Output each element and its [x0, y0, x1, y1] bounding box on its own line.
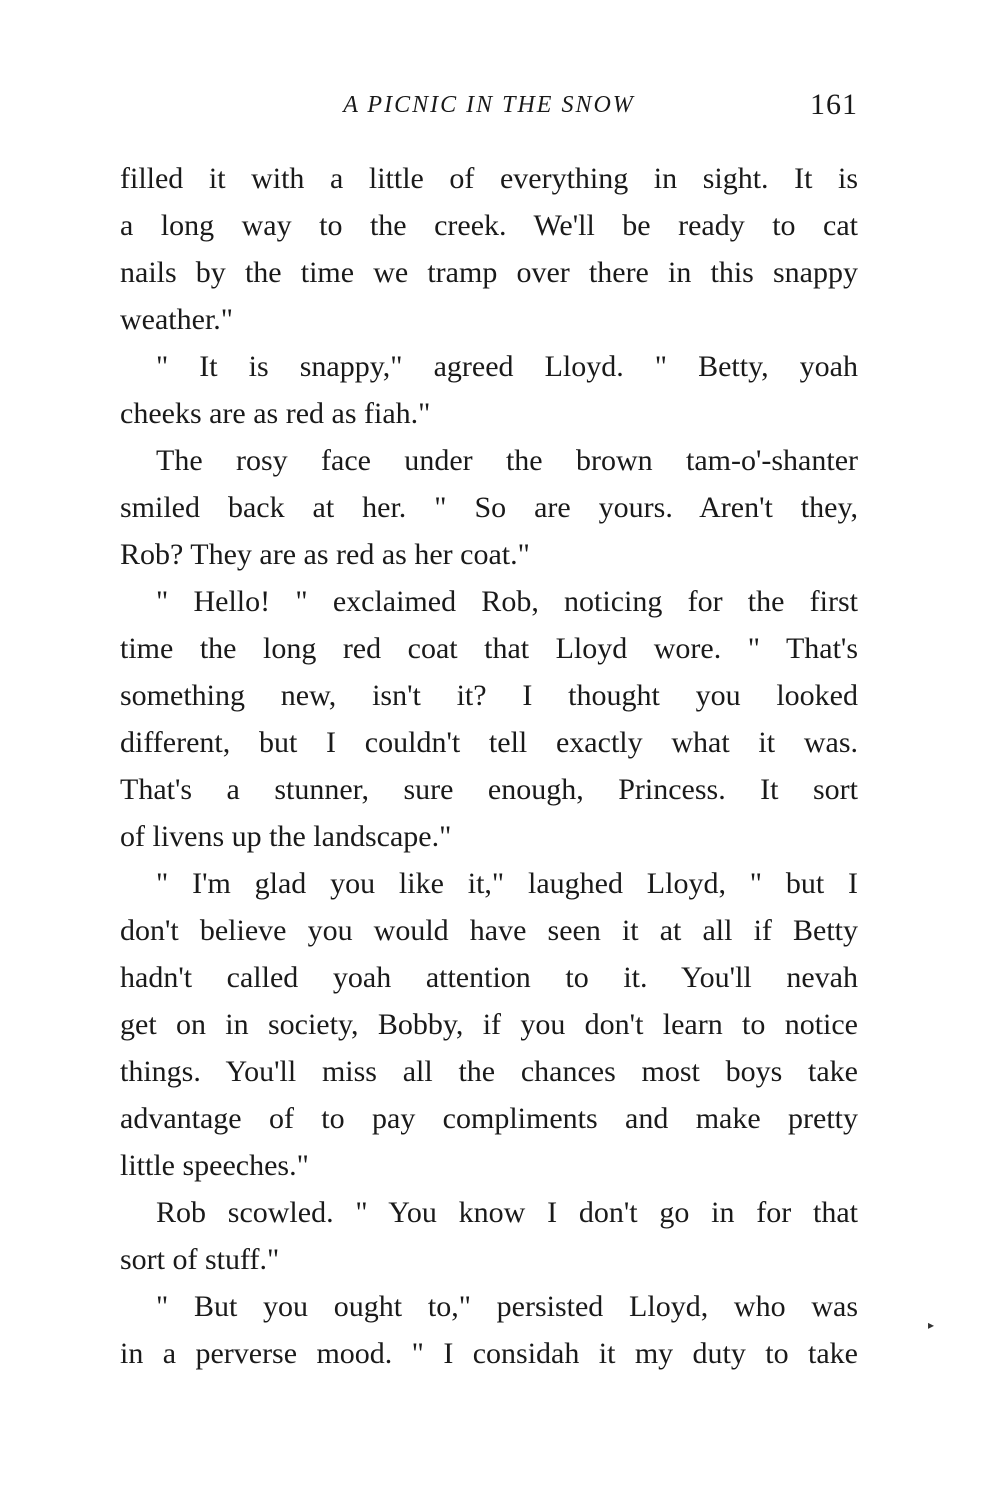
text-line: smiled back at her. " So are yours. Aren't they, — [120, 491, 858, 524]
text-line: of livens up the landscape." — [120, 820, 452, 853]
text-line: weather." — [120, 303, 234, 336]
text-line: " I'm glad you like it," laughed Lloyd, " but I — [156, 867, 858, 900]
page-number: 161 — [810, 88, 858, 121]
text-line: filled it with a little of everything in sight. It is — [120, 162, 858, 195]
text-line: The rosy face under the brown tam-o'-shanter — [156, 444, 858, 477]
text-line: different, but I couldn't tell exactly what it was. — [120, 726, 858, 759]
text-line: a long way to the creek. We'll be ready to cat — [120, 209, 858, 242]
text-line: advantage of to pay compliments and make pretty — [120, 1102, 858, 1135]
text-line: get on in society, Bobby, if you don't learn to notice — [120, 1008, 858, 1041]
body-text — [120, 155, 858, 1377]
running-head — [120, 88, 858, 128]
text-line: Rob? They are as red as her coat." — [120, 538, 530, 571]
text-line: something new, isn't it? I thought you looked — [120, 679, 858, 712]
text-line: things. You'll miss all the chances most boys take — [120, 1055, 858, 1088]
text-line: " Hello! " exclaimed Rob, noticing for the first — [156, 585, 858, 618]
text-line: Rob scowled. " You know I don't go in for that — [156, 1196, 858, 1229]
running-title: A PICNIC IN THE SNOW — [343, 92, 635, 118]
text-line: cheeks are as red as fiah." — [120, 397, 431, 430]
text-line: hadn't called yoah attention to it. You'll nevah — [120, 961, 858, 994]
text-line: That's a stunner, sure enough, Princess. It sort — [120, 773, 858, 806]
text-line: time the long red coat that Lloyd wore. " That's — [120, 632, 858, 665]
text-line: little speeches." — [120, 1149, 309, 1182]
text-line: don't believe you would have seen it at all if Betty — [120, 914, 858, 947]
text-line: sort of stuff." — [120, 1243, 280, 1276]
text-line: " But you ought to," persisted Lloyd, who was — [156, 1290, 858, 1323]
margin-mark: ▸ — [928, 1318, 935, 1332]
text-line: in a perverse mood. " I considah it my duty to take — [120, 1337, 858, 1370]
text-line: " It is snappy," agreed Lloyd. " Betty, yoah — [156, 350, 858, 383]
text-line: nails by the time we tramp over there in this snappy — [120, 256, 858, 289]
